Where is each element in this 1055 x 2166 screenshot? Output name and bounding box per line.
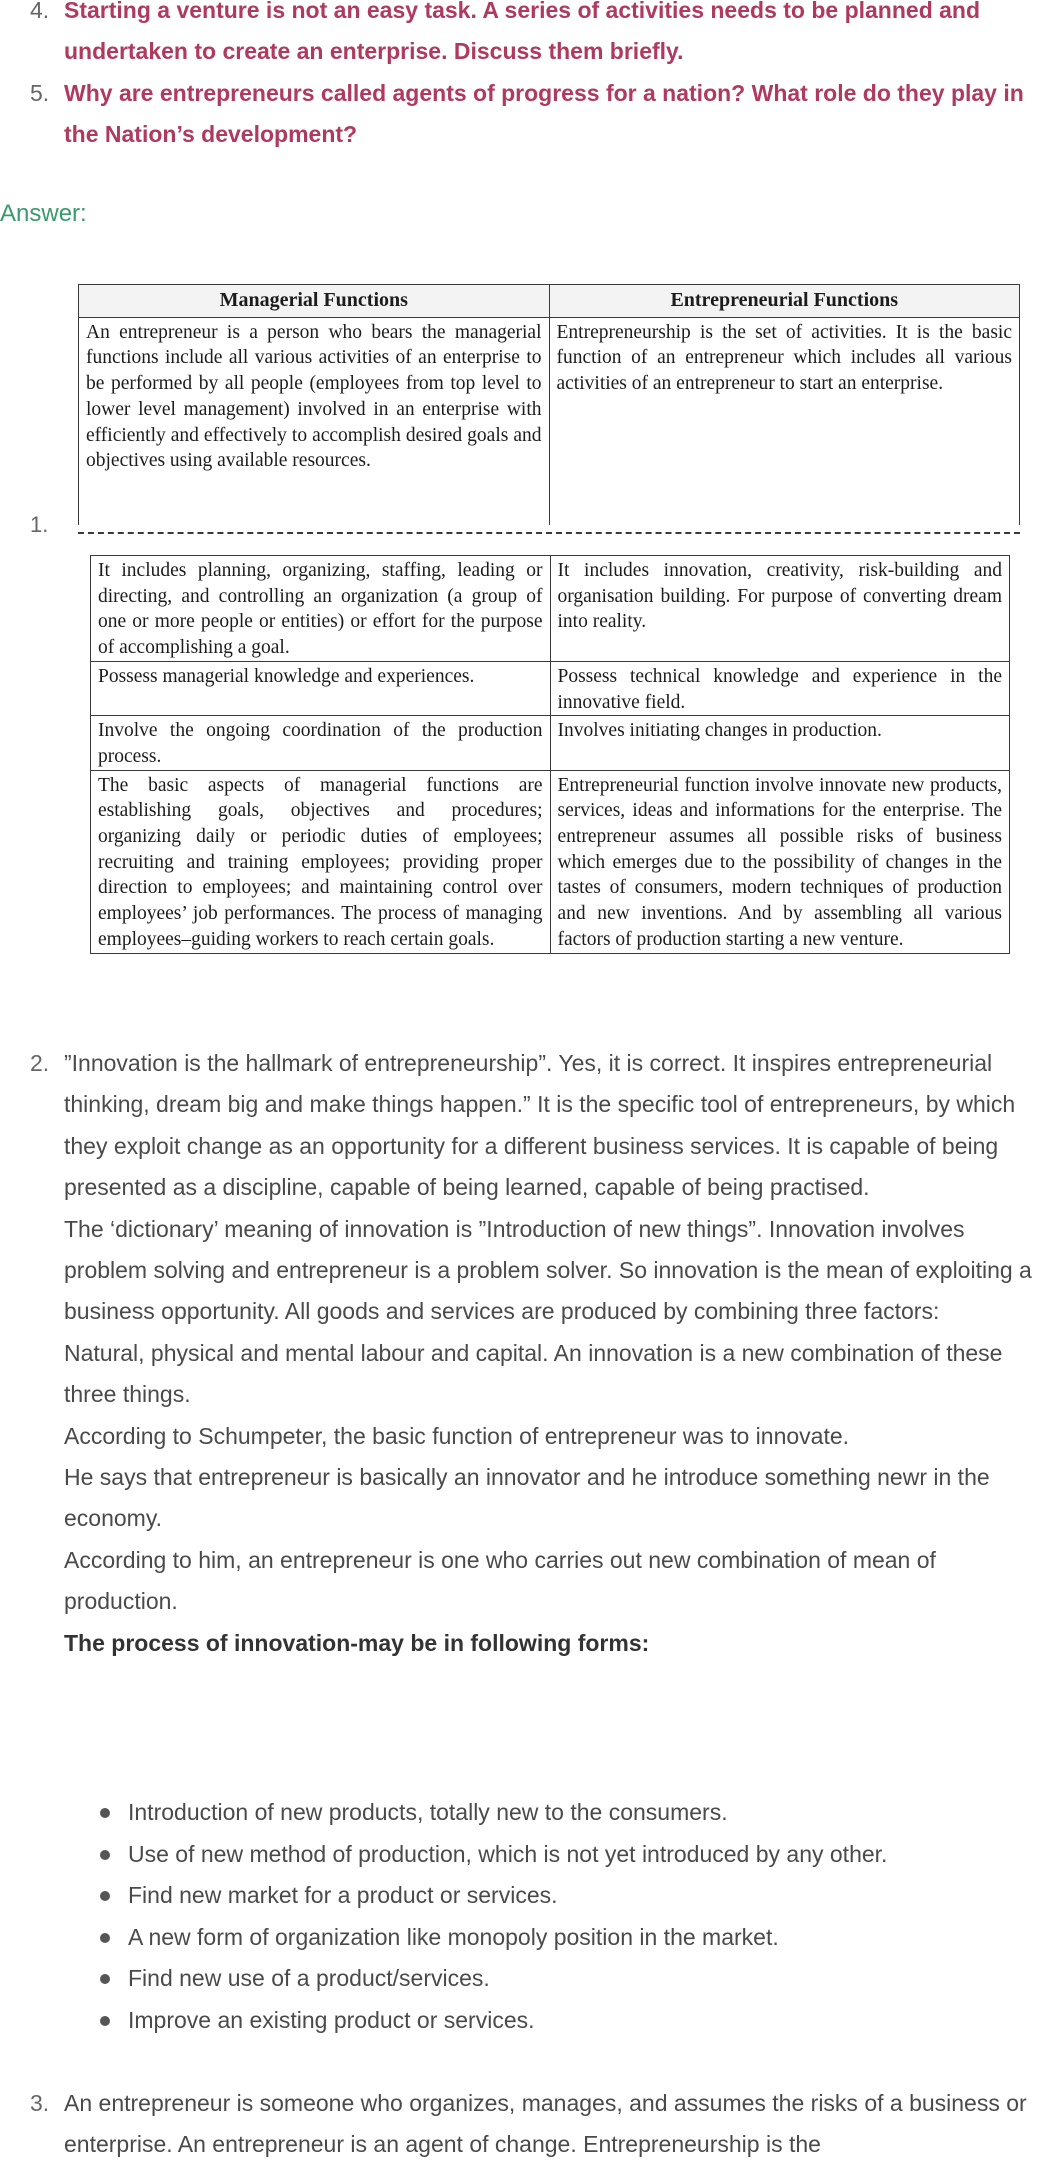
- table-row: [91, 716, 1010, 770]
- table-header-managerial: Managerial Functions: [79, 285, 550, 318]
- table-row: [91, 556, 1010, 662]
- table-cell: Involve the ongoing coordination of the production process.: [91, 716, 551, 770]
- comparison-table-scan-bottom: [90, 555, 1010, 954]
- paragraph: The ‘dictionary’ meaning of innovation is ”Introduction of new things”. Innovation involves problem solving and entrepreneur is a problem solver. So innovation is the mean of exploiting a business opportunity. All goods and services are produced by combining three factors:: [64, 1215, 1032, 1325]
- answer-number: 1.: [30, 512, 49, 537]
- answer-number: 3.: [30, 2090, 50, 2116]
- list-item: A new form of organization like monopoly position in the market.: [98, 1917, 1048, 1959]
- comparison-table-body: [90, 555, 1010, 954]
- list-item: Find new market for a product or services.: [98, 1875, 1048, 1917]
- list-item: Improve an existing product or services.: [98, 2000, 1048, 2042]
- list-item: Use of new method of production, which is not yet introduced by any other.: [98, 1834, 1048, 1876]
- answer-number: 2.: [30, 1050, 50, 1076]
- answer-2-body: [64, 1043, 1049, 1664]
- list-item: Introduction of new products, totally new to the consumers.: [98, 1792, 1048, 1834]
- table-cell: Possess managerial knowledge and experiences.: [91, 661, 551, 715]
- paragraph: Natural, physical and mental labour and capital. An innovation is a new combination of these three things.: [64, 1339, 1003, 1408]
- comparison-table-scan-top: [78, 284, 1020, 525]
- table-row: [79, 317, 1020, 525]
- table-cell: It includes innovation, creativity, risk-building and organisation building. For purpose of converting dream into reality.: [550, 556, 1010, 662]
- answer-3-text: An entrepreneur is someone who organizes, manages, and assumes the risks of a business or enterprise. An entrepreneur is an agent of change. Entrepreneurship is the: [64, 2090, 1027, 2158]
- question-number: 5.: [30, 80, 50, 106]
- innovation-forms-heading: The process of innovation-may be in following forms:: [64, 1629, 650, 1656]
- table-cell: It includes planning, organizing, staffing, leading or directing, and controlling an organization (a group of one or more people or entities) or effort for the purpose of accomplishing a goal.: [91, 556, 551, 662]
- paragraph: According to Schumpeter, the basic function of entrepreneur was to innovate.: [64, 1422, 850, 1449]
- innovation-forms-list: [98, 1792, 1048, 2041]
- question-text: Why are entrepreneurs called agents of progress for a nation? What role do they play in the Nation’s development?: [64, 80, 1024, 147]
- table-cell: Involves initiating changes in production.: [550, 716, 1010, 770]
- question-text: Starting a venture is not an easy task. A series of activities needs to be planned and undertaken to create an enterprise. Discuss them briefly.: [64, 0, 981, 64]
- comparison-table-head: [78, 284, 1020, 525]
- scan-page-break-divider: [78, 512, 1020, 534]
- table-header-entrepreneurial: Entrepreneurial Functions: [549, 285, 1020, 318]
- answer-label: Answer:: [0, 200, 87, 227]
- table-row: [91, 661, 1010, 715]
- question-number: 4.: [30, 0, 50, 23]
- paragraph: He says that entrepreneur is basically an innovator and he introduce something newr in the economy.: [64, 1464, 990, 1532]
- table-cell: The basic aspects of managerial functions are establishing goals, objectives and procedures; organizing daily or periodic duties of employees; recruiting and training employees; providing proper direction to employees; and maintaining control over employees’ job performances. The process of managing employees–guiding workers to reach certain goals.: [91, 770, 551, 953]
- table-cell: Possess technical knowledge and experience in the innovative field.: [550, 661, 1010, 715]
- table-cell: Entrepreneurship is the set of activities. It is the basic function of an entrepreneur which includes all various activities of an entrepreneur to start an enterprise.: [549, 317, 1020, 525]
- table-cell: An entrepreneur is a person who bears the managerial functions include all various activities of an enterprise to be performed by all people (employees from top level to lower level management) involved in an enterprise with efficiently and effectively to accomplish desired goals and objectives using available resources.: [79, 317, 550, 525]
- paragraph: According to him, an entrepreneur is one who carries out new combination of mean of production.: [64, 1546, 936, 1615]
- table-row: [91, 770, 1010, 953]
- list-item: Find new use of a product/services.: [98, 1958, 1048, 2000]
- table-cell: Entrepreneurial function involve innovate new products, services, ideas and informations for the enterprise. The entrepreneur assumes all possible risks of business which emerges due to the possibility of changes in the tastes of consumers, modern techniques of production and new inventions. And by assembling all various factors of production starting a new venture.: [550, 770, 1010, 953]
- paragraph: ”Innovation is the hallmark of entrepreneurship”. Yes, it is correct. It inspires entrepreneurial thinking, dream big and make things happen.” It is the specific tool of entrepreneurs, by which they exploit change as an opportunity for a different business services. It is capable of being presented as a discipline, capable of being learned, capable of being practised.: [64, 1050, 1016, 1201]
